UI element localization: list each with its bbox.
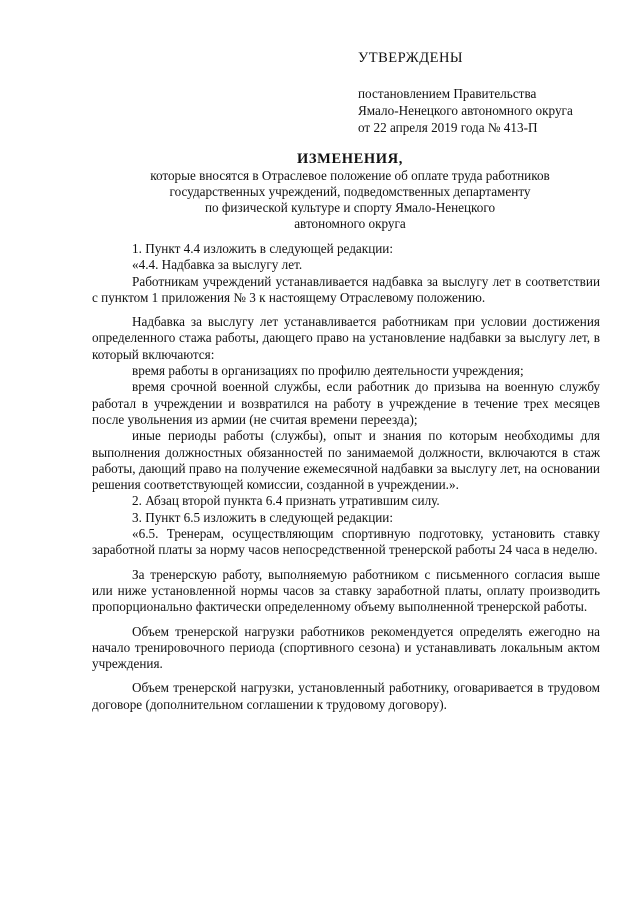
document-body [92,241,600,713]
paragraph: За тренерскую работу, выполняемую работником с письменного согласия выше или ниже установленной нормы часов за ставку заработной платы, оплату производить пропорционально фактически определенному объему выполненной тренерской работы. [92,566,600,615]
approval-line: от 22 апреля 2019 года № 413-П [358,120,538,135]
paragraph: иные периоды работы (службы), опыт и знания по которым необходимы для выполнения должностных обязанностей по занимаемой должности, включаются в стаж работы, дающий право на получение ежемесячной надбавки за выслугу лет, на основании решения соответствующей комиссии, созданной в учреждении.». [92,428,600,493]
paragraph: 1. Пункт 4.4 изложить в следующей редакции: [132,241,394,256]
paragraph: время срочной военной службы, если работник до призыва на военную службу работал в учреждении и возвратился на работу в учреждение в течение трех месяцев после увольнения из армии (не считая времени переезда); [92,379,600,427]
paragraph: Объем тренерской нагрузки работников рекомендуется определять ежегодно на начало тренировочного периода (спортивного сезона) и устанавливать локальным актом учреждения. [92,623,600,672]
paragraph: Надбавка за выслугу лет устанавливается работникам при условии достижения определенного стажа работы, дающего право на установление надбавки за выслугу лет, в который включаются: [92,314,600,362]
subtitle-line: по физической культуре и спорту Ямало-Ненецкого [204,200,496,215]
approval-block [358,50,628,136]
subtitle-line: которые вносятся в Отраслевое положение об оплате труда работников [150,168,550,183]
document-heading [60,150,640,232]
paragraph: Работникам учреждений устанавливается надбавка за выслугу лет в соответствии с пунктом 1 приложения № 3 к настоящему Отраслевому положению. [92,273,600,305]
subtitle-line: автономного округа [294,216,406,231]
paragraph: 2. Абзац второй пункта 6.4 признать утратившим силу. [132,493,440,509]
approval-line: Ямало-Ненецкого автономного округа [358,103,573,118]
paragraph: время работы в организациях по профилю деятельности учреждения; [132,363,524,379]
paragraph: 3. Пункт 6.5 изложить в следующей редакции: [132,509,394,525]
subtitle-line: государственных учреждений, подведомственных департаменту [169,184,531,199]
approval-line: постановлением Правительства [358,86,537,101]
approval-title: УТВЕРЖДЕНЫ [358,50,464,66]
document-title: ИЗМЕНЕНИЯ, [297,151,403,167]
paragraph: «6.5. Тренерам, осуществляющим спортивную подготовку, установить ставку заработной платы за норму часов непосредственной тренерской работы 24 часа в неделю. [92,526,600,558]
paragraph: Объем тренерской нагрузки, установленный работнику, оговаривается в трудовом договоре (дополнительном соглашении к трудовому договору). [92,680,600,712]
paragraph: «4.4. Надбавка за выслугу лет. [132,257,303,273]
